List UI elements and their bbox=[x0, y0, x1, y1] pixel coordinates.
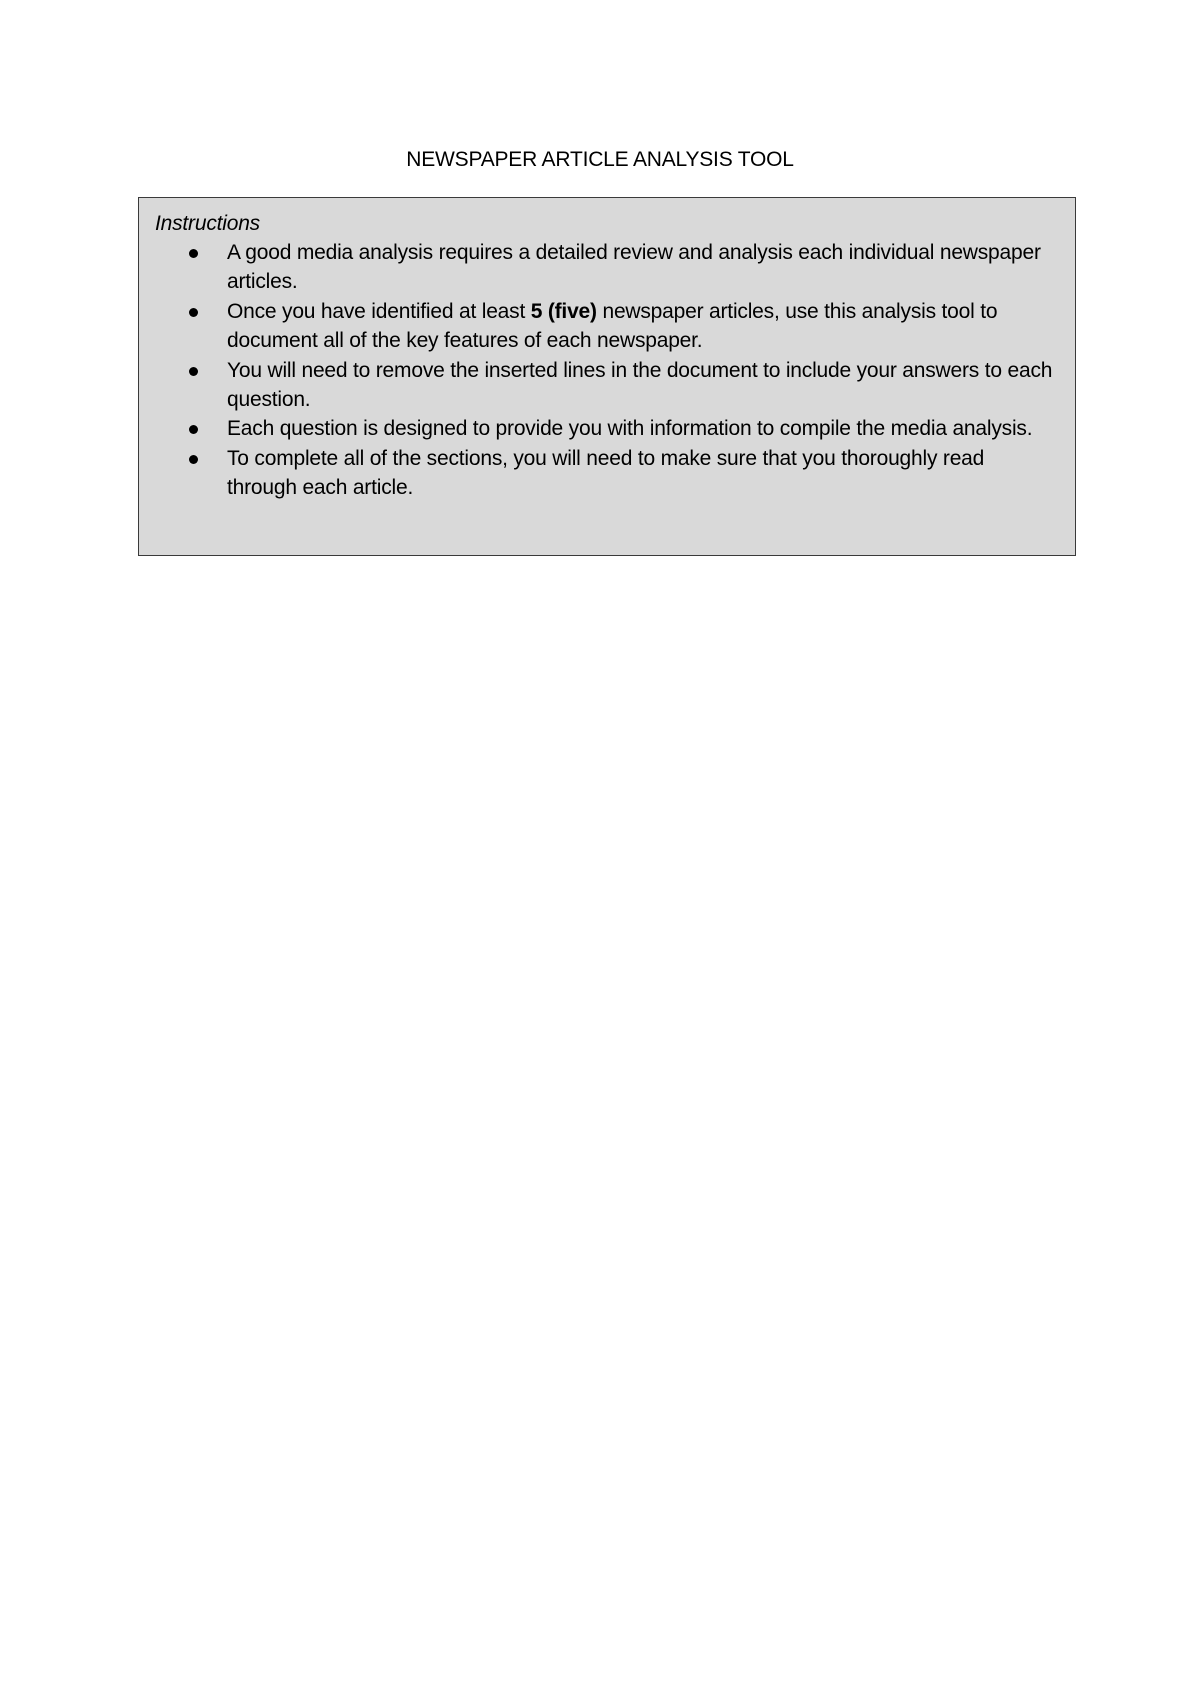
instruction-item-2 bbox=[155, 297, 1059, 356]
instruction-item-5 bbox=[155, 444, 1059, 503]
document-title: NEWSPAPER ARTICLE ANALYSIS TOOL bbox=[406, 148, 794, 171]
instructions-heading: Instructions bbox=[155, 212, 260, 235]
instruction-list bbox=[155, 238, 1059, 503]
bullet-icon bbox=[189, 425, 198, 434]
bullet-icon bbox=[189, 249, 198, 258]
bullet-icon bbox=[189, 308, 198, 317]
bullet-icon bbox=[189, 455, 198, 464]
instruction-item-4 bbox=[155, 414, 1059, 443]
instructions-box bbox=[138, 197, 1076, 556]
instruction-text-before: Once you have identified at least bbox=[227, 299, 531, 323]
instruction-text: To complete all of the sections, you will need to make sure that you thoroughly read through each article. bbox=[227, 446, 985, 500]
instruction-text-after: newspaper articles, use this analysis tool to document all of the key features of each newspaper. bbox=[227, 299, 998, 353]
instruction-emphasis: 5 (five) bbox=[530, 299, 597, 323]
bullet-icon bbox=[189, 367, 198, 376]
instruction-text: You will need to remove the inserted lines in the document to include your answers to each question. bbox=[227, 358, 1053, 412]
instruction-text: Each question is designed to provide you with information to compile the media analysis. bbox=[227, 417, 1033, 441]
instruction-text: A good media analysis requires a detailed review and analysis each individual newspaper articles. bbox=[227, 241, 1041, 294]
instruction-item-3 bbox=[155, 356, 1059, 415]
instruction-item-1 bbox=[155, 238, 1059, 297]
